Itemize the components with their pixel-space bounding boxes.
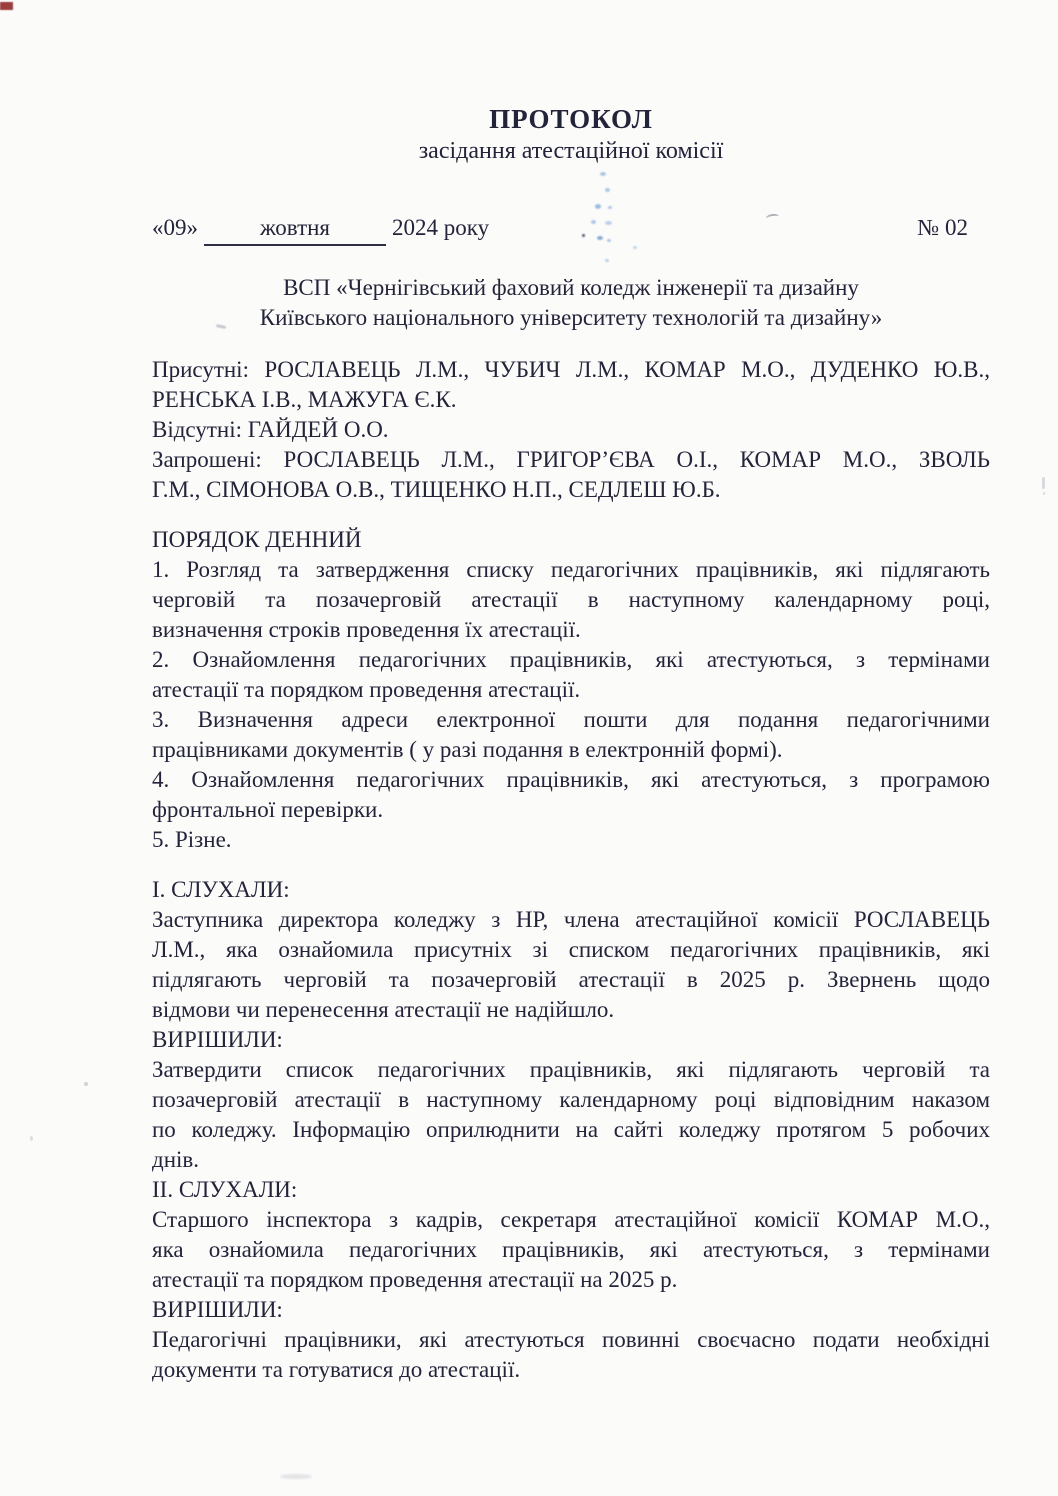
text-line: Г.М., СІМОНОВА О.В., ТИЩЕНКО Н.П., СЕДЛЕШ Ю.Б. bbox=[152, 477, 721, 502]
text-line: Л.М., яка ознайомила присутніх зі списком педагогічних працівників, які bbox=[152, 937, 990, 962]
text-line: черговій та позачерговій атестації в наступному календарному році, bbox=[152, 587, 990, 612]
document-subtitle: засідання атестаційної комісії bbox=[418, 138, 724, 164]
text-line: Затвердити список педагогічних працівників, які підлягають черговій та bbox=[152, 1057, 990, 1082]
text-line: відмови чи перенесення атестації не надійшло. bbox=[152, 997, 615, 1022]
heard-heading-2: ІІ. СЛУХАЛИ: bbox=[152, 1177, 298, 1202]
text-line: працівниками документів ( у разі подання в електронній формі). bbox=[152, 737, 783, 762]
agenda-heading: ПОРЯДОК ДЕННИЙ bbox=[152, 527, 362, 552]
present-list bbox=[152, 355, 990, 415]
text-line: Київського національного університету технологій та дизайну» bbox=[259, 305, 883, 330]
agenda-item-2 bbox=[152, 645, 990, 705]
text-line: 5. Різне. bbox=[152, 827, 232, 852]
section-1 bbox=[152, 875, 990, 1175]
text-line: фронтальної перевірки. bbox=[152, 797, 384, 822]
scan-artifact-margin-dot bbox=[84, 1082, 88, 1086]
agenda-item-5 bbox=[152, 825, 990, 855]
scan-artifact-edge-mark bbox=[1042, 477, 1045, 489]
text-line: Присутні: РОСЛАВЕЦЬ Л.М., ЧУБИЧ Л.М., КОМАР М.О., ДУДЕНКО Ю.В., bbox=[152, 357, 990, 382]
text-line: Заступника директора коледжу з НР, члена атестаційної комісії РОСЛАВЕЦЬ bbox=[152, 907, 990, 932]
section-2 bbox=[152, 1175, 990, 1385]
text-line: РЕНСЬКА І.В., МАЖУГА Є.К. bbox=[152, 387, 457, 412]
agenda-block bbox=[152, 525, 990, 855]
agenda-item-1 bbox=[152, 555, 990, 645]
date-month-underlined: жовтня bbox=[204, 213, 386, 246]
text-line: 4. Ознайомлення педагогічних працівників, які атестуються, з програмою bbox=[152, 767, 990, 792]
institution-name bbox=[152, 273, 990, 333]
invited-list bbox=[152, 445, 990, 505]
heard-heading-1: І. СЛУХАЛИ: bbox=[152, 877, 290, 902]
text-line: підлягають черговій та позачерговій атестації в 2025 р. Звернень щодо bbox=[152, 967, 990, 992]
scan-artifact-red-corner bbox=[0, 2, 13, 10]
agenda-item-4 bbox=[152, 765, 990, 825]
heard-text-1 bbox=[152, 905, 990, 1025]
heard-text-2 bbox=[152, 1205, 990, 1295]
date-row bbox=[152, 213, 990, 246]
absent-list bbox=[152, 415, 990, 445]
text-line: 2. Ознайомлення педагогічних працівників, які атестуються, з термінами bbox=[152, 647, 990, 672]
resolved-text-2 bbox=[152, 1325, 990, 1385]
resolved-heading-1: ВИРІШИЛИ: bbox=[152, 1027, 283, 1052]
agenda-item-3 bbox=[152, 705, 990, 765]
document-title: ПРОТОКОЛ bbox=[489, 104, 653, 134]
text-line: документи та готуватися до атестації. bbox=[152, 1357, 521, 1382]
text-line: атестації та порядком проведення атестації на 2025 р. bbox=[152, 1267, 678, 1292]
scan-artifact-bottom-smudge bbox=[280, 1474, 312, 1479]
text-line: атестації та порядком проведення атестації. bbox=[152, 677, 581, 702]
scan-artifact-margin-dot bbox=[30, 1136, 33, 1141]
text-line: 1. Розгляд та затвердження списку педагогічних працівників, які підлягають bbox=[152, 557, 990, 582]
scan-artifact-edge-dot bbox=[1043, 492, 1045, 495]
resolved-text-1 bbox=[152, 1055, 990, 1175]
document-body bbox=[152, 103, 990, 1385]
text-line: Запрошені: РОСЛАВЕЦЬ Л.М., ГРИГОР’ЄВА О.І., КОМАР М.О., ЗВОЛЬ bbox=[152, 447, 990, 472]
text-line: Педагогічні працівники, які атестуються повинні своєчасно подати необхідні bbox=[152, 1327, 990, 1352]
resolved-heading-2: ВИРІШИЛИ: bbox=[152, 1297, 283, 1322]
text-line: днів. bbox=[152, 1147, 200, 1172]
text-line: Відсутні: ГАЙДЕЙ О.О. bbox=[152, 417, 389, 442]
text-line: ВСП «Чернігівський фаховий коледж інженерії та дизайну bbox=[283, 275, 859, 300]
text-line: Старшого інспектора з кадрів, секретаря атестаційної комісії КОМАР М.О., bbox=[152, 1207, 990, 1232]
date-year: 2024 року bbox=[392, 215, 490, 240]
text-line: 3. Визначення адреси електронної пошти для подання педагогічними bbox=[152, 707, 990, 732]
attendees-block bbox=[152, 355, 990, 505]
date-day: «09» bbox=[152, 215, 198, 240]
text-line: по коледжу. Інформацію оприлюднити на сайті коледжу протягом 5 робочих bbox=[152, 1117, 990, 1142]
protocol-number: № 02 bbox=[917, 215, 968, 240]
text-line: визначення строків проведення їх атестації. bbox=[152, 617, 581, 642]
date-group bbox=[152, 213, 489, 246]
text-line: яка ознайомила педагогічних працівників, які атестуються, з термінами bbox=[152, 1237, 990, 1262]
text-line: позачерговій атестації в наступному календарному році відповідним наказом bbox=[152, 1087, 990, 1112]
